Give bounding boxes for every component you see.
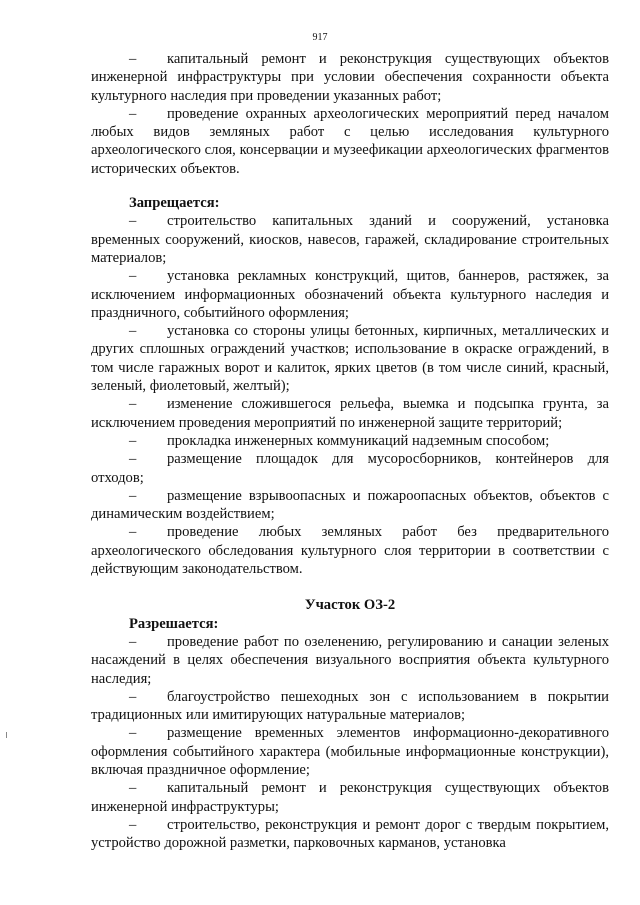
list-dash: –: [129, 487, 137, 504]
list-item-text: благоустройство пешеходных зон с использованием в покрытии традиционных или имитирующих натуральные материалов;: [91, 688, 609, 724]
list-item: [91, 450, 609, 487]
prohibited-list: [91, 212, 609, 578]
list-dash: –: [129, 323, 137, 340]
list-item-text: размещение временных элементов информационно-декоративного оформления событийного характера (мобильные информационные конструкции), включая праздничное оформление;: [91, 725, 609, 778]
list-item: [91, 395, 609, 432]
list-item: [91, 523, 609, 578]
list-item: [91, 779, 609, 816]
list-dash: –: [129, 451, 137, 468]
margin-mark: [6, 732, 7, 738]
list-item: [91, 212, 609, 267]
list-block-1: [91, 50, 609, 178]
list-dash: –: [129, 396, 137, 413]
list-item-text: проведение любых земляных работ без предварительного археологического обследования культурного слоя территории в соответствии с действующим законодательством.: [91, 524, 609, 578]
list-item-text: строительство капитальных зданий и сооружений, установка временных сооружений, киосков, навесов, гаражей, складирование строительных материалов;: [91, 213, 609, 266]
prohibited-heading: Запрещается:: [129, 195, 220, 212]
document-body: [91, 50, 609, 852]
list-dash: –: [129, 725, 137, 742]
list-item: [91, 322, 609, 395]
list-dash: –: [129, 688, 137, 705]
list-item-text: капитальный ремонт и реконструкция существующих объектов инженерной инфраструктуры;: [91, 780, 609, 815]
list-item-text: строительство, реконструкция и ремонт дорог с твердым покрытием, устройство дорожной разметки, парковочных карманов, установка: [91, 816, 609, 852]
list-item: [91, 816, 609, 853]
list-item: [91, 267, 609, 322]
list-item-text: проведение работ по озеленению, регулированию и санации зеленых насаждений в целях обеспечения визуального восприятия объекта культурного наследия;: [91, 633, 609, 687]
list-dash: –: [129, 816, 137, 833]
section-title: Участок ОЗ-2: [304, 597, 396, 614]
list-item: [91, 487, 609, 524]
list-item-text: проведение охранных археологических мероприятий перед началом любых видов земляных работ с целью исследования культурного археологического слоя, консервации и музеефикации археологических фрагментов исторических объектов.: [91, 105, 609, 177]
list-item-text: размещение взрывоопасных и пожароопасных объектов, объектов с динамическим воздействием;: [91, 487, 609, 523]
list-dash: –: [129, 633, 137, 650]
list-dash: –: [129, 780, 137, 797]
list-item-text: капитальный ремонт и реконструкция существующих объектов инженерной инфраструктуры при условии обеспечения сохранности объекта культурного наследия при проведении указанных работ;: [91, 51, 609, 104]
list-item: [91, 633, 609, 688]
page-number: 917: [312, 32, 328, 43]
list-item-text: размещение площадок для мусоросборников, контейнеров для отходов;: [91, 451, 609, 486]
list-dash: –: [129, 524, 137, 541]
list-dash: –: [129, 432, 137, 449]
list-item: [91, 50, 609, 105]
list-dash: –: [129, 105, 137, 122]
list-dash: –: [129, 51, 137, 67]
list-item-text: изменение сложившегося рельефа, выемка и подсыпка грунта, за исключением проведения мероприятий по инженерной защите территорий;: [91, 396, 609, 431]
list-item: [91, 432, 609, 450]
allowed-list: [91, 633, 609, 853]
allowed-heading: Разрешается:: [129, 615, 219, 632]
list-dash: –: [129, 268, 137, 285]
list-item-text: установка со стороны улицы бетонных, кирпичных, металлических и других сплошных ограждений участков; использование в окраске ограждений, в том числе гаражных ворот и калиток, ярких цветов (в том числе синий, красный, зеленый, фиолетовый, желтый);: [91, 323, 609, 395]
list-item-text: прокладка инженерных коммуникаций надземным способом;: [167, 432, 550, 449]
list-dash: –: [129, 213, 137, 230]
list-item: [91, 105, 609, 178]
list-item-text: установка рекламных конструкций, щитов, баннеров, растяжек, за исключением информационных обозначений объекта культурного наследия и праздничного, событийного оформления;: [91, 268, 609, 321]
list-item: [91, 724, 609, 779]
list-item: [91, 688, 609, 725]
